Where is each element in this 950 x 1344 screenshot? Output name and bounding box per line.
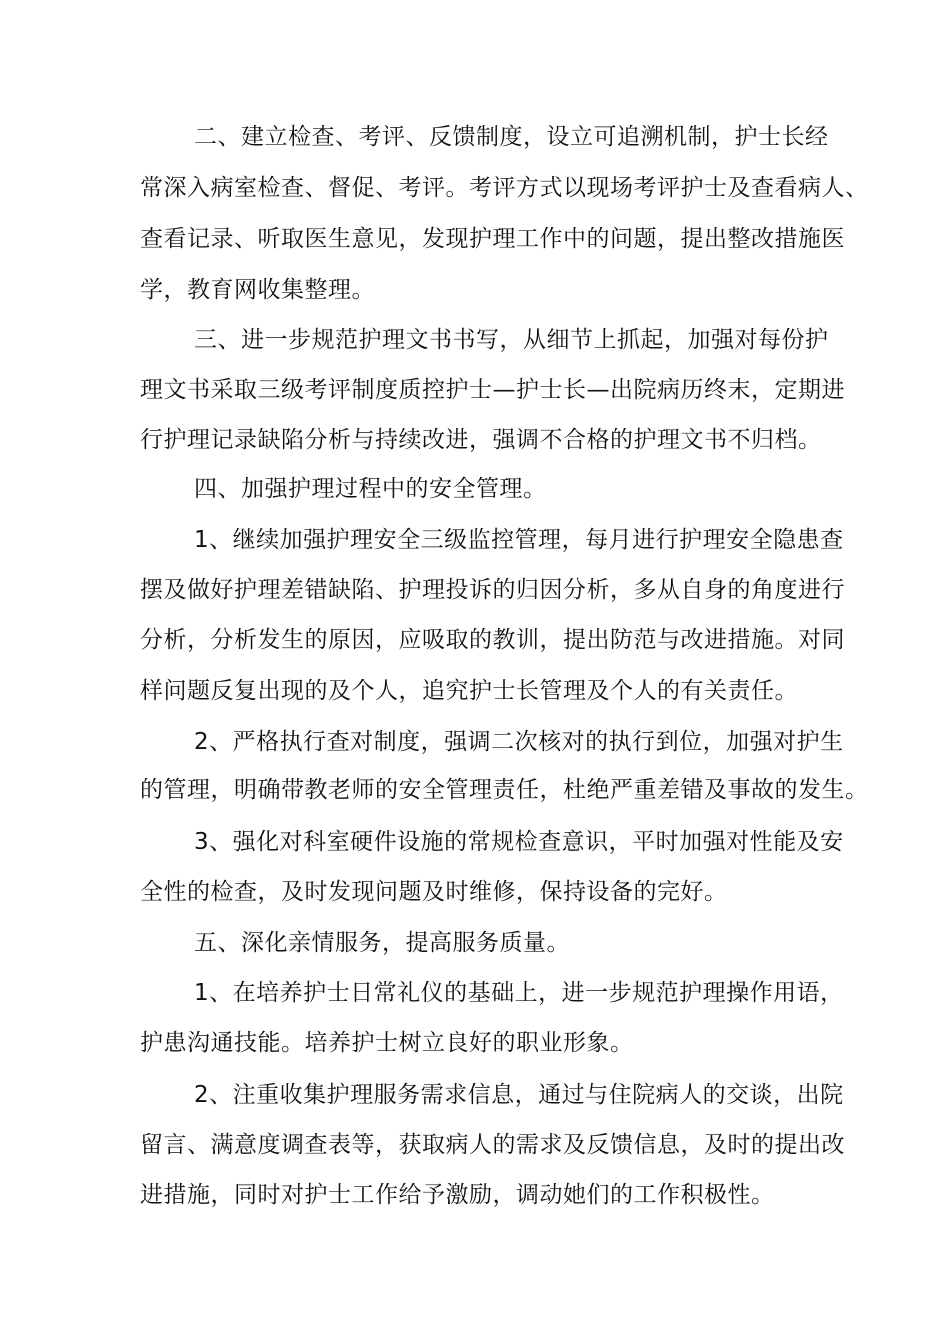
text-line: 2、注重收集护理服务需求信息，通过与住院病人的交谈，出院 (194, 1082, 844, 1108)
text-line: 1、在培养护士日常礼仪的基础上，进一步规范护理操作用语， (194, 980, 844, 1006)
text-line: 样问题反复出现的及个人，追究护士长管理及个人的有关责任。 (140, 678, 798, 704)
text-line: 1、继续加强护理安全三级监控管理，每月进行护理安全隐患查 (194, 527, 844, 553)
text-line: 全性的检查，及时发现问题及时维修，保持设备的完好。 (140, 879, 728, 905)
text-line: 3、强化对科室硬件设施的常规检查意识，平时加强对性能及安 (194, 829, 844, 855)
text-line: 四、加强护理过程中的安全管理。 (194, 476, 547, 502)
text-line: 三、进一步规范护理文书书写，从细节上抓起，加强对每份护 (194, 327, 829, 353)
text-line: 常深入病室检查、督促、考评。考评方式以现场考评护士及查看病人、 (140, 175, 869, 201)
text-line: 查看记录、听取医生意见，发现护理工作中的问题，提出整改措施医 (140, 226, 845, 252)
text-line: 护患沟通技能。培养护士树立良好的职业形象。 (140, 1030, 634, 1056)
text-line: 留言、满意度调查表等，获取病人的需求及反馈信息，及时的提出改 (140, 1132, 845, 1158)
text-line: 行护理记录缺陷分析与持续改进，强调不合格的护理文书不归档。 (140, 427, 822, 453)
text-line: 理文书采取三级考评制度质控护士—护士长—出院病历终末，定期进 (140, 377, 845, 403)
text-line: 学，教育网收集整理。 (140, 277, 375, 303)
text-line: 的管理，明确带教老师的安全管理责任，杜绝严重差错及事故的发生。 (140, 777, 869, 803)
text-line: 二、建立检查、考评、反馈制度，设立可追溯机制，护士长经 (194, 124, 829, 150)
text-line: 摆及做好护理差错缺陷、护理投诉的归因分析，多从自身的角度进行 (140, 577, 845, 603)
text-line: 五、深化亲情服务，提高服务质量。 (194, 930, 570, 956)
text-line: 分析，分析发生的原因，应吸取的教训，提出防范与改进措施。对同 (140, 627, 845, 653)
text-line: 2、严格执行查对制度，强调二次核对的执行到位，加强对护生 (194, 729, 844, 755)
text-line: 进措施，同时对护士工作给予激励，调动她们的工作积极性。 (140, 1182, 775, 1208)
